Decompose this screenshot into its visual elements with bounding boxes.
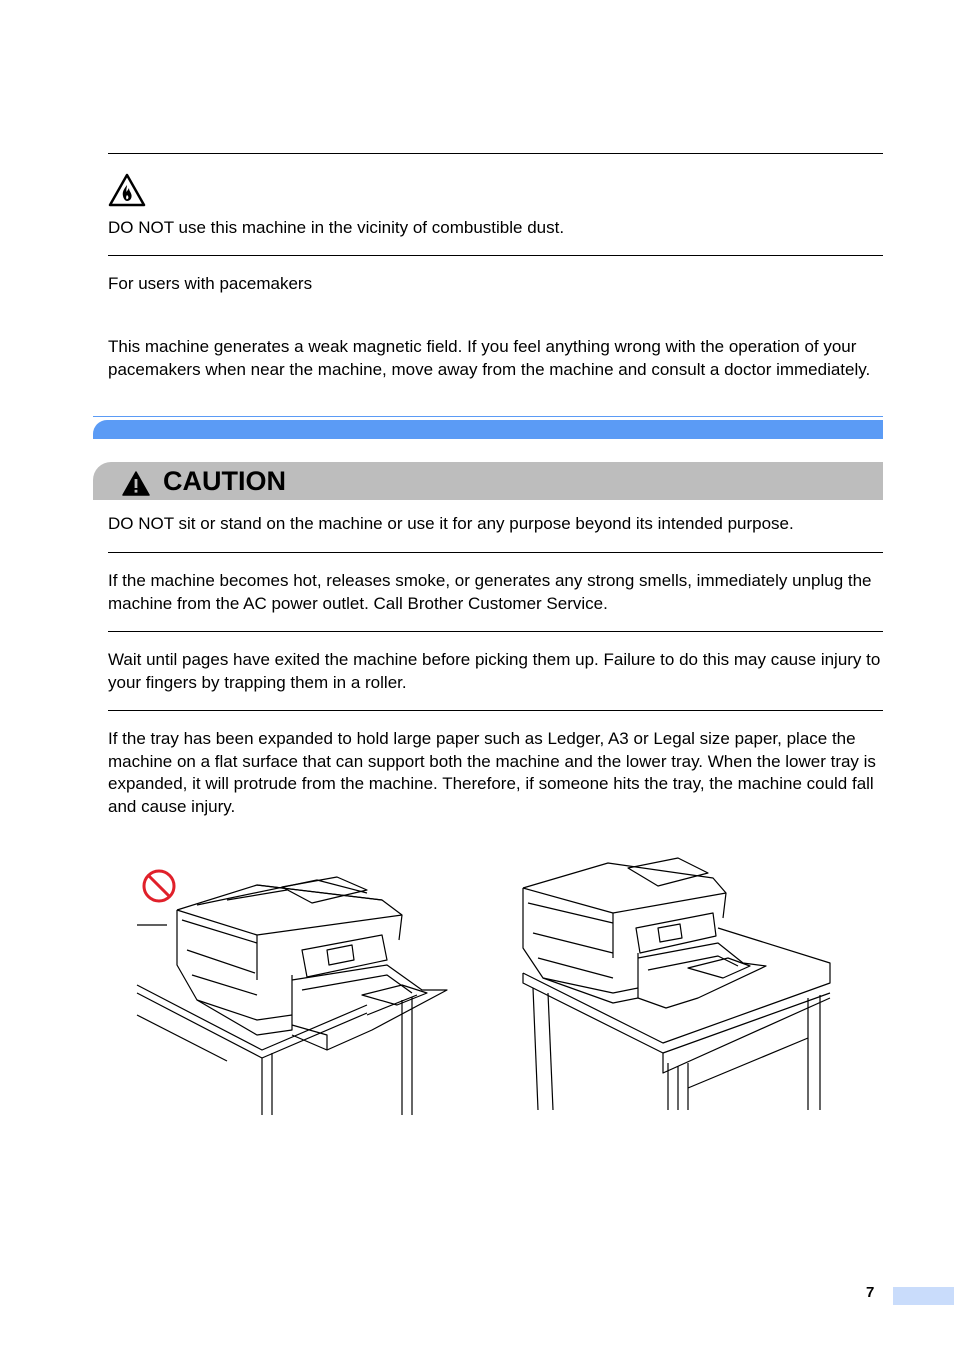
divider bbox=[108, 710, 883, 711]
pacemaker-heading: For users with pacemakers bbox=[108, 274, 313, 293]
divider bbox=[108, 255, 883, 256]
caution-title: CAUTION bbox=[163, 466, 286, 496]
divider bbox=[108, 153, 883, 154]
caution-item-1: DO NOT sit or stand on the machine or use it for any purpose beyond its intended purpose. bbox=[108, 514, 794, 533]
caution-triangle-icon bbox=[122, 471, 150, 496]
dust-warning-text: DO NOT use this machine in the vicinity of combustible dust. bbox=[108, 218, 565, 237]
illustration-incorrect-placement bbox=[137, 865, 452, 1120]
caution-item-2: If the machine becomes hot, releases smoke, or generates any strong smells, immediately unplug the machine from the AC power outlet. Call Brother Customer Service. bbox=[108, 571, 872, 613]
page-tab bbox=[893, 1287, 954, 1305]
illustration-correct-placement bbox=[518, 858, 833, 1116]
section-band bbox=[93, 420, 883, 439]
caution-item-4: If the tray has been expanded to hold large paper such as Ledger, A3 or Legal size paper, place the machine on a flat surface that can support both the machine and the lower tray. When the lower tray is expanded, it will protrude from the machine. Therefore, if someone hits the tray, the machine could fall and cause injury. bbox=[108, 729, 876, 816]
caution-item-3: Wait until pages have exited the machine before picking them up. Failure to do this may cause injury to your fingers by trapping them in a roller. bbox=[108, 650, 881, 692]
prohibited-icon bbox=[141, 868, 177, 904]
fire-hazard-icon bbox=[108, 173, 146, 207]
page-number: 7 bbox=[866, 1284, 875, 1301]
section-band-line bbox=[93, 416, 883, 417]
divider bbox=[108, 631, 883, 632]
divider bbox=[108, 552, 883, 553]
pacemaker-text: This machine generates a weak magnetic field. If you feel anything wrong with the operation of your pacemakers when near the machine, move away from the machine and consult a doctor immediately. bbox=[108, 337, 871, 379]
